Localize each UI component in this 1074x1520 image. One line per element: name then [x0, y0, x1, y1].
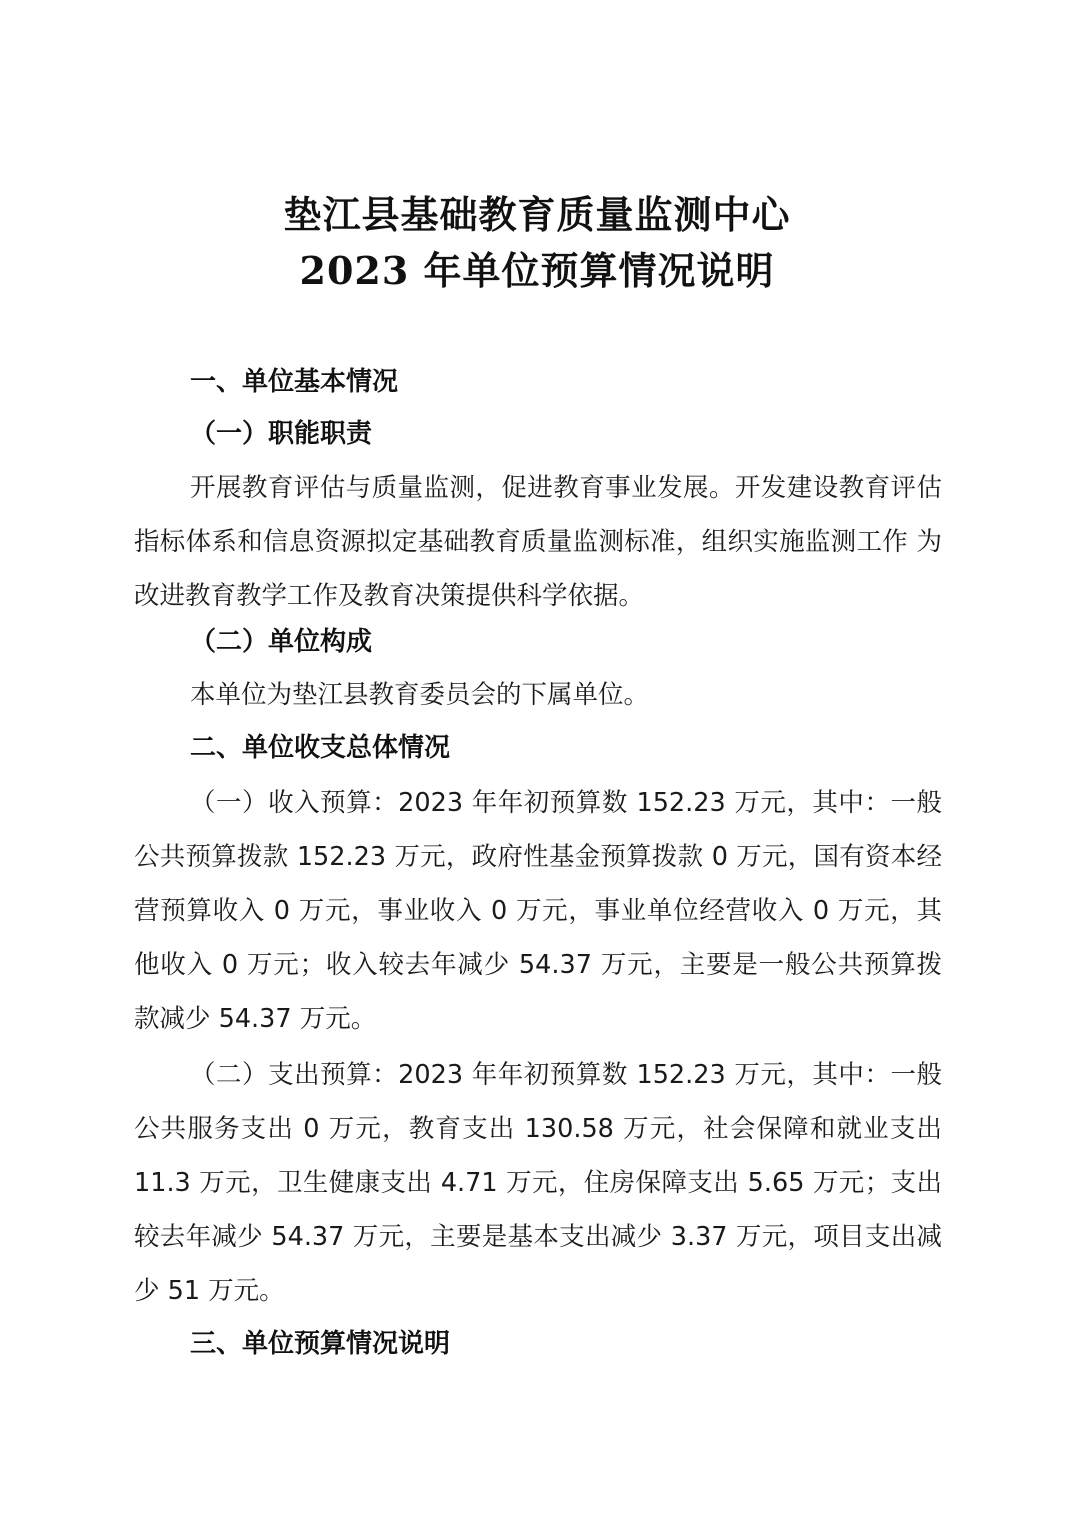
section-1-sub2-paragraph: 本单位为垫江县教育委员会的下属单位。 — [190, 680, 650, 710]
section-2-heading: 二、单位收支总体情况 — [190, 733, 451, 763]
section-2-income-paragraph: （一）收入预算：2023 年年初预算数 152.23 万元，其中：一般公共预算拨款 152.23 万元，政府性基金预算拨款 0 万元，国有资本经营预算收入 0 万元，事业收入 0 万元，事业单位经营收入 0 万元，其他收入 0 万元；收入较去年减少 54.37 万元，主要是一般公共预算拨款减少 54.37 万元。 — [134, 788, 942, 1034]
section-3-heading: 三、单位预算情况说明 — [190, 1329, 451, 1359]
document-title-line2: 2023 年单位预算情况说明 — [299, 248, 775, 293]
document-title-line1: 垫江县基础教育质量监测中心 — [283, 192, 791, 237]
section-1-sub2-heading: （二）单位构成 — [190, 627, 373, 657]
section-1-heading: 一、单位基本情况 — [190, 367, 399, 397]
section-1-sub1-paragraph: 开展教育评估与质量监测，促进教育事业发展。开发建设教育评估指标体系和信息资源拟定基础教育质量监测标准，组织实施监测工作 为改进教育教学工作及教育决策提供科学依据。 — [134, 473, 942, 611]
section-1-sub1-heading: （一）职能职责 — [190, 419, 373, 449]
section-2-expense-paragraph: （二）支出预算：2023 年年初预算数 152.23 万元，其中：一般公共服务支出 0 万元，教育支出 130.58 万元，社会保障和就业支出 11.3 万元，卫生健康支出 4.71 万元，住房保障支出 5.65 万元；支出较去年减少 54.37 万元，主要是基本支出减少 3.37 万元，项目支出减少 51 万元。 — [134, 1060, 942, 1306]
